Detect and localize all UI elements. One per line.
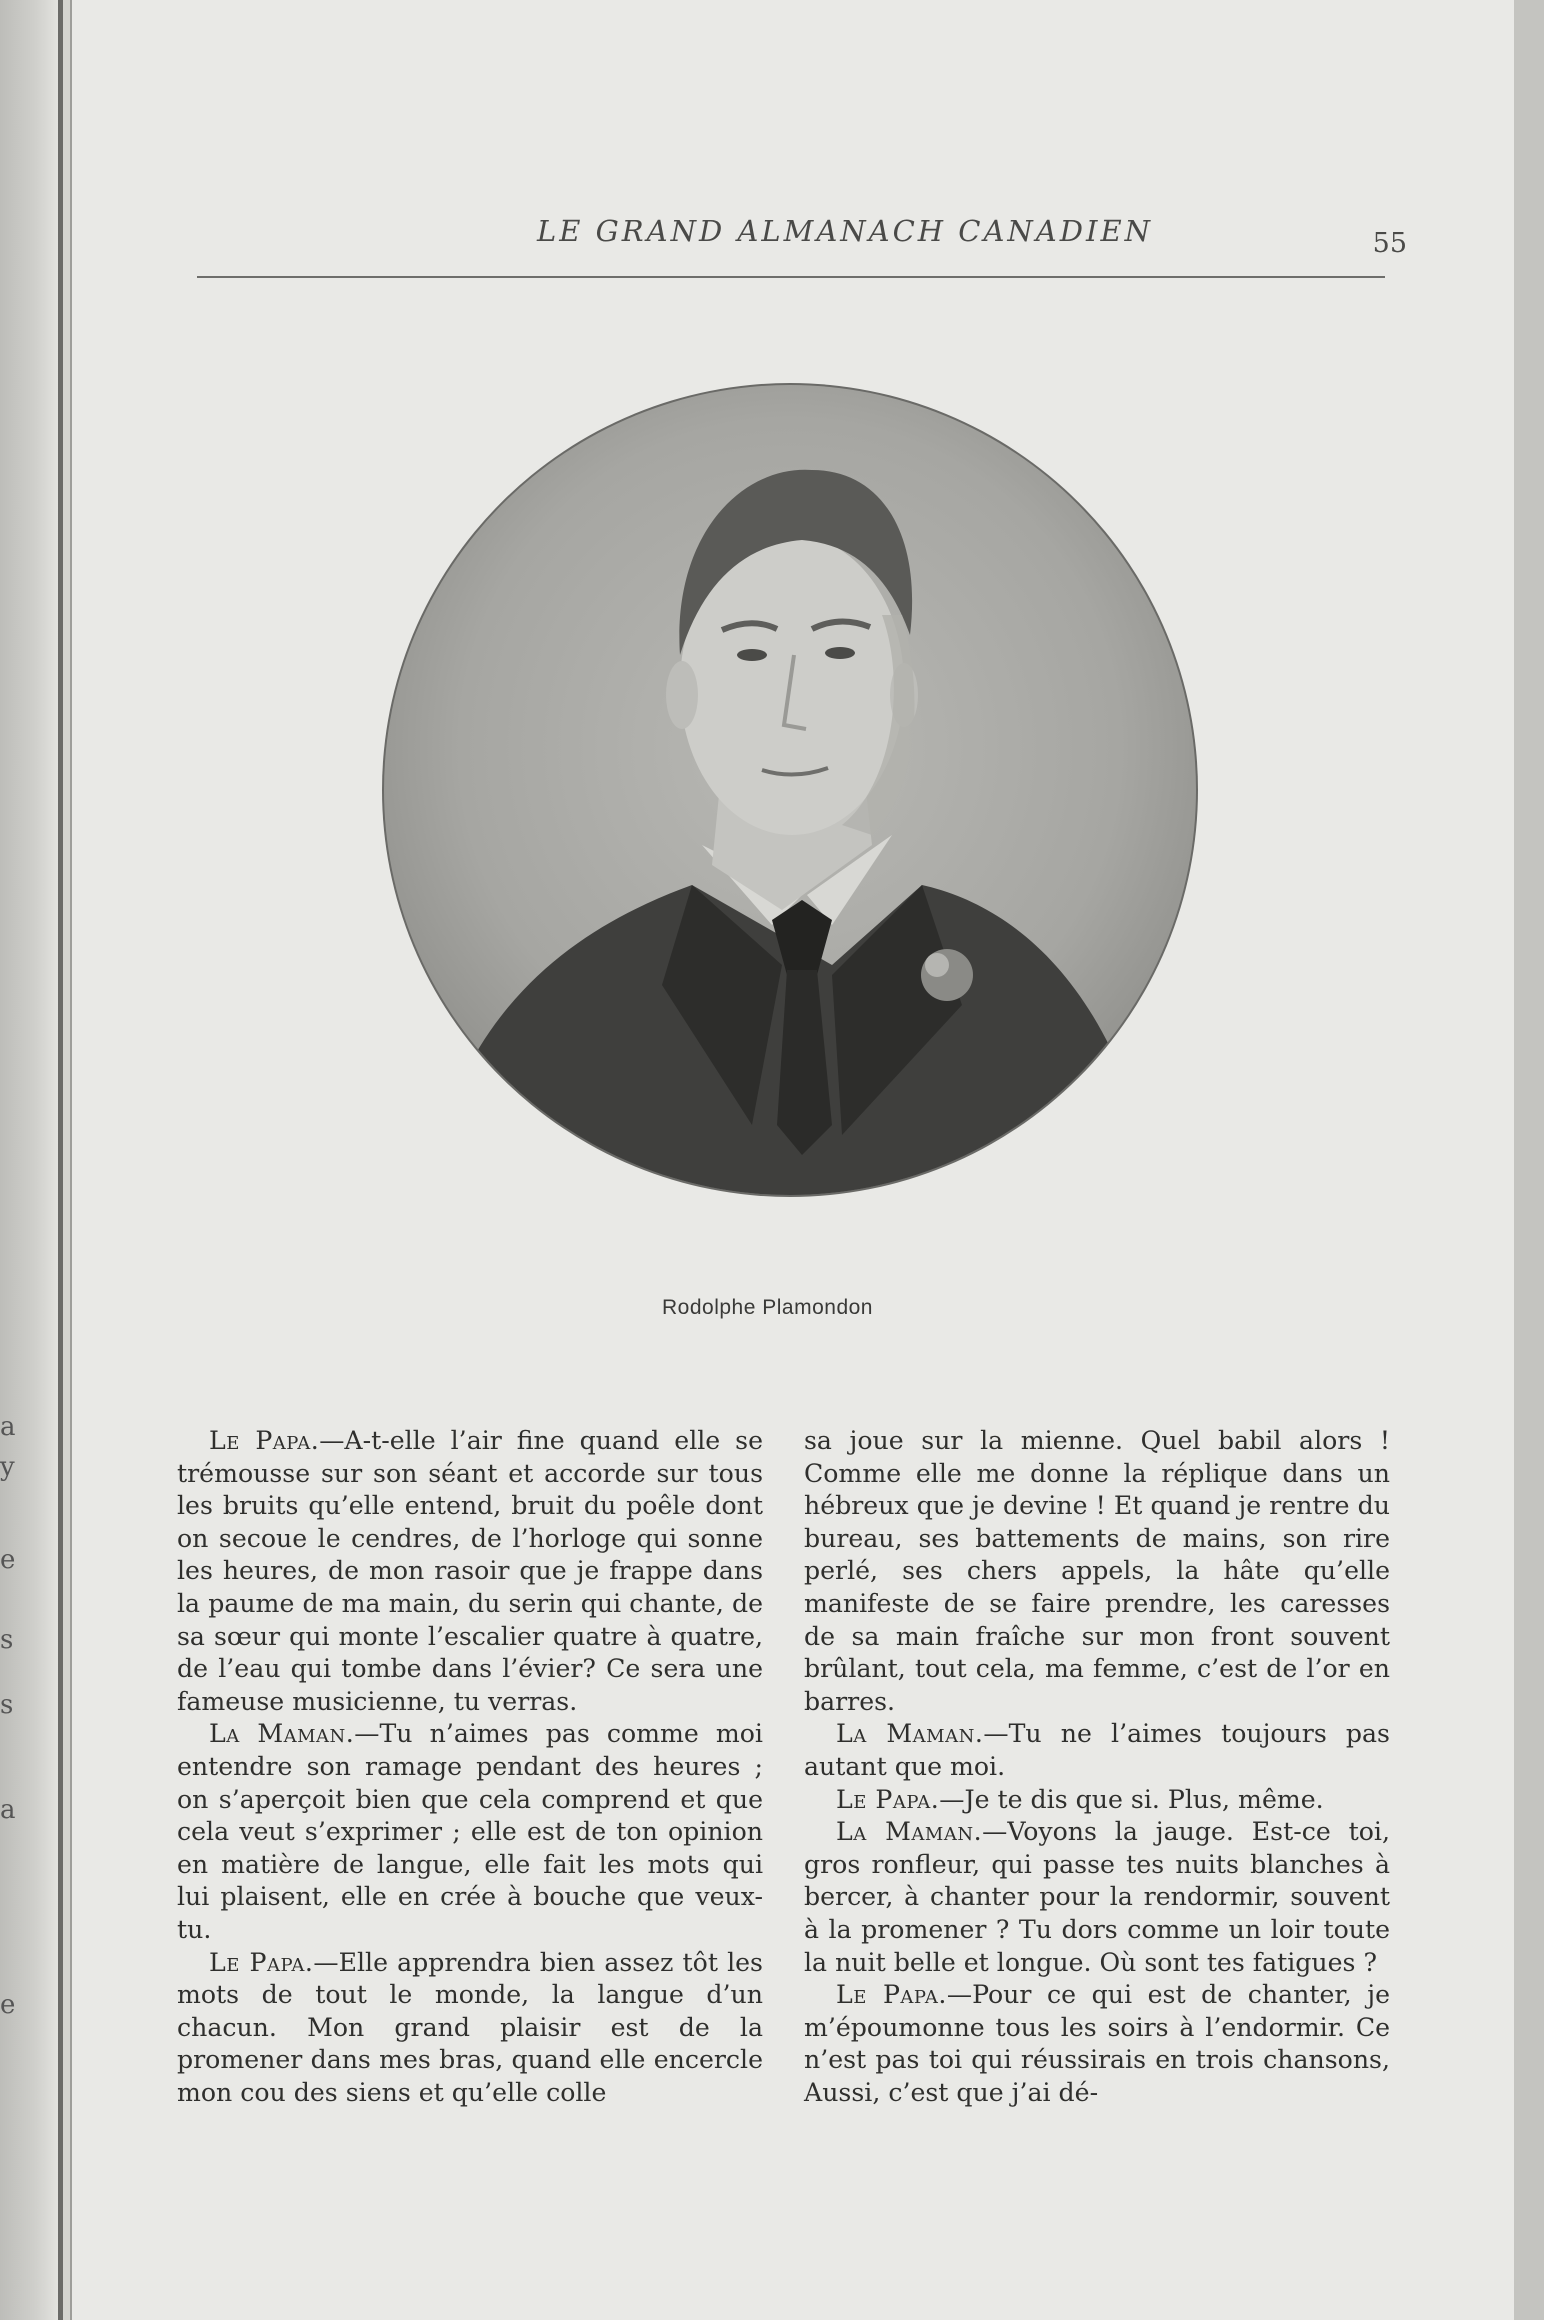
speaker-name: Le Papa. (836, 1980, 947, 2010)
margin-fragment: y (0, 1452, 15, 1482)
margin-fragment: a (0, 1412, 16, 1442)
speaker-name: La Maman. (836, 1817, 983, 1847)
binding-line (58, 0, 63, 2320)
paragraph-text: —Je te dis que si. Plus, même. (939, 1784, 1324, 1814)
portrait-photo (362, 365, 1218, 1215)
speaker-name: Le Papa. (836, 1784, 940, 1814)
paragraph-text: —Tu ne l’aimes toujours pas autant que moi. (804, 1719, 1390, 1781)
dialogue-paragraph (804, 1784, 1390, 1817)
text-column-left (177, 1425, 763, 2109)
dialogue-paragraph (177, 1947, 763, 2110)
speaker-name: La Maman. (209, 1719, 355, 1749)
dialogue-paragraph (804, 1979, 1390, 2109)
margin-fragment: e (0, 1990, 16, 2020)
paragraph-text: —Voyons la jauge. Est-ce toi, gros ronfleur, qui passe tes nuits blanches à bercer, à chanter pour la rendormir, souvent à la promener ? Tu dors comme un loir toute la nuit belle et longue. Où sont tes fatigues ? (804, 1817, 1390, 1977)
portrait-caption: Rodolphe Plamondon (662, 1296, 873, 1319)
page-number: 55 (1372, 228, 1407, 259)
paragraph-text: —Pour ce qui est de chanter, je m’époumonne tous les soirs à l’endormir. Ce n’est pas toi qui réussirais en trois chansons, Aussi, c’est que j’ai dé- (804, 1980, 1390, 2107)
speaker-name: La Maman. (836, 1719, 984, 1749)
running-title: LE GRAND ALMANACH CANADIEN (537, 214, 1153, 248)
paragraph-text: sa joue sur la mienne. Quel babil alors ! Comme elle me donne la réplique dans un hébreux que je devine ! Et quand je rentre du bureau, ses battements de mains, son rire perlé, ses chers appels, la hâte qu’elle manifeste de se faire prendre, les caresses de sa main fraîche sur mon front souvent brûlant, tout cela, ma femme, c’est de l’or en barres. (804, 1426, 1390, 1716)
paragraph-text: —A-t-elle l’air fine quand elle se trémousse sur son séant et accorde sur tous les bruits qu’elle entend, bruit du poêle dont on secoue le cendres, de l’horloge qui sonne les heures, de mon rasoir que je frappe dans la paume de ma main, du serin qui chante, de sa sœur qui monte l’escalier quatre à quatre, de l’eau qui tombe dans l’évier? Ce sera une fameuse musicienne, tu verras. (177, 1426, 763, 1716)
book-page (72, 0, 1514, 2320)
running-header (197, 210, 1407, 278)
paragraph-text: —Tu n’aimes pas comme moi entendre son ramage pendant des heures ; on s’aperçoit bien que cela comprend et que cela veut s’exprimer ; elle est de ton opinion en matière de langue, elle fait les mots qui lui plaisent, elle en crée à bouche que veux-tu. (177, 1719, 763, 1944)
dialogue-paragraph (804, 1718, 1390, 1783)
dialogue-paragraph (177, 1718, 763, 1946)
speaker-name: Le Papa. (209, 1947, 314, 1977)
speaker-name: Le Papa. (209, 1426, 320, 1455)
dialogue-paragraph (177, 1425, 763, 1718)
margin-fragment: s (0, 1625, 14, 1655)
right-edge (1514, 0, 1544, 2320)
left-gutter (0, 0, 58, 2320)
margin-fragment: s (0, 1690, 14, 1720)
dialogue-paragraph (804, 1816, 1390, 1979)
text-column-right (804, 1425, 1390, 2109)
continued-paragraph (804, 1425, 1390, 1718)
margin-fragment: a (0, 1795, 16, 1825)
margin-fragment: e (0, 1545, 16, 1575)
paragraph-text: —Elle apprendra bien assez tôt les mots de tout le monde, la langue d’un chacun. Mon grand plaisir est de la promener dans mes bras, quand elle encercle mon cou des siens et qu’elle colle (177, 1947, 763, 2107)
